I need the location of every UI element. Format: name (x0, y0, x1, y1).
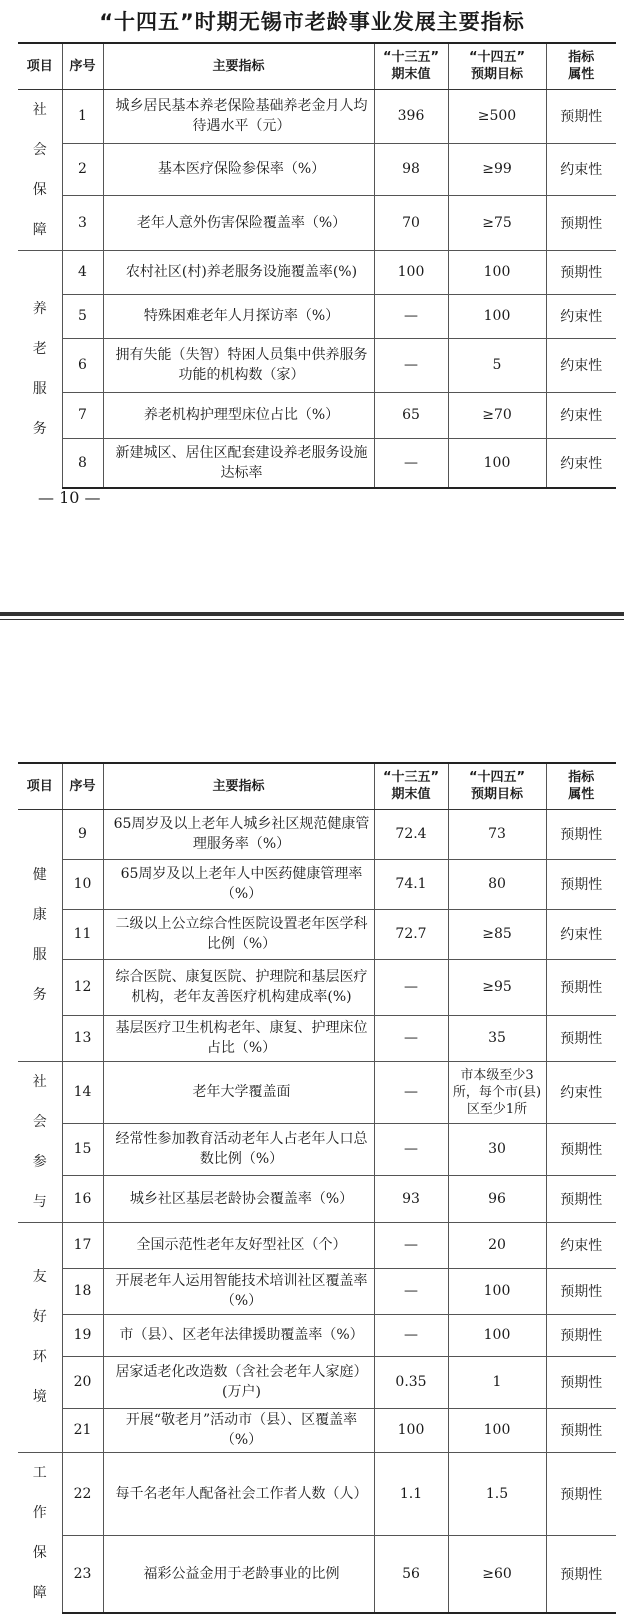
table-row (18, 294, 616, 338)
indicator-attribute: 预期性 (546, 89, 616, 143)
indicator-table-2 (18, 762, 616, 1614)
value-14th: ≥60 (448, 1536, 546, 1613)
value-13th: 93 (374, 1175, 448, 1222)
table-row (18, 909, 616, 959)
table-row (18, 89, 616, 143)
indicator-name: 65周岁及以上老年人城乡社区规范健康管理服务率（%） (103, 809, 374, 859)
value-14th: 1 (448, 1356, 546, 1408)
indicator-attribute: 预期性 (546, 196, 616, 250)
table-row (18, 1452, 616, 1536)
table-header-row (18, 763, 616, 809)
value-13th: 0.35 (374, 1356, 448, 1408)
page-divider-thin (0, 619, 624, 620)
table-row (18, 859, 616, 909)
table-row (18, 1061, 616, 1124)
group-label-cell (18, 1222, 62, 1452)
table-row (18, 438, 616, 488)
indicator-name: 经常性参加教育活动老年人占老年人口总数比例（%） (103, 1124, 374, 1175)
value-14th: 100 (448, 1314, 546, 1356)
value-13th: 72.4 (374, 809, 448, 859)
value-14th: 30 (448, 1124, 546, 1175)
indicator-attribute: 约束性 (546, 438, 616, 488)
row-number: 3 (62, 196, 103, 250)
indicator-name: 综合医院、康复医院、护理院和基层医疗机构，老年友善医疗机构建成率(%) (103, 959, 374, 1015)
table-row (18, 1408, 616, 1452)
indicator-name: 开展老年人运用智能技术培训社区覆盖率（%） (103, 1268, 374, 1314)
indicator-name: 基层医疗卫生机构老年、康复、护理床位占比（%） (103, 1015, 374, 1061)
value-13th: — (374, 1061, 448, 1124)
header-name: 主要指标 (103, 43, 374, 89)
header-num: 序号 (62, 763, 103, 809)
indicator-name: 老年人意外伤害保险覆盖率（%） (103, 196, 374, 250)
value-13th: 1.1 (374, 1452, 448, 1536)
indicator-name: 开展“敬老月”活动市（县）、区覆盖率（%） (103, 1408, 374, 1452)
value-13th: — (374, 1268, 448, 1314)
value-14th: 1.5 (448, 1452, 546, 1536)
value-14th: 35 (448, 1015, 546, 1061)
header-v13: “十三五” 期末值 (374, 763, 448, 809)
value-13th: — (374, 1124, 448, 1175)
group-label: 养老服务 (32, 301, 47, 438)
header-attr: 指标 属性 (546, 43, 616, 89)
value-14th: 96 (448, 1175, 546, 1222)
row-number: 20 (62, 1356, 103, 1408)
indicator-attribute: 预期性 (546, 1314, 616, 1356)
indicator-name: 每千名老年人配备社会工作者人数（人） (103, 1452, 374, 1536)
indicator-attribute: 预期性 (546, 1175, 616, 1222)
indicator-table-1 (18, 42, 616, 489)
value-14th: 100 (448, 1268, 546, 1314)
indicator-name: 城乡居民基本养老保险基础养老金月人均待遇水平（元） (103, 89, 374, 143)
header-attr: 指标 属性 (546, 763, 616, 809)
header-group: 项目 (18, 763, 62, 809)
table-row (18, 809, 616, 859)
row-number: 22 (62, 1452, 103, 1536)
value-13th: — (374, 438, 448, 488)
table-row (18, 1124, 616, 1175)
group-label-cell (18, 809, 62, 1061)
row-number: 11 (62, 909, 103, 959)
table-row (18, 1222, 616, 1268)
table-row (18, 1015, 616, 1061)
table-header-row (18, 43, 616, 89)
indicator-attribute: 预期性 (546, 1452, 616, 1536)
table-row (18, 1175, 616, 1222)
value-13th: 100 (374, 250, 448, 294)
group-label: 社会参与 (32, 1073, 47, 1210)
row-number: 6 (62, 338, 103, 392)
row-number: 16 (62, 1175, 103, 1222)
value-14th: ≥99 (448, 143, 546, 195)
table-row (18, 1314, 616, 1356)
page-title: “十四五”时期无锡市老龄事业发展主要指标 (99, 10, 525, 34)
value-13th: 56 (374, 1536, 448, 1613)
indicator-attribute: 约束性 (546, 294, 616, 338)
row-number: 7 (62, 392, 103, 438)
value-13th: 98 (374, 143, 448, 195)
page-number: — 10 — (38, 488, 101, 507)
row-number: 14 (62, 1061, 103, 1124)
indicator-name: 老年大学覆盖面 (103, 1061, 374, 1124)
indicator-attribute: 预期性 (546, 1015, 616, 1061)
row-number: 10 (62, 859, 103, 909)
group-label: 工作保障 (32, 1464, 47, 1601)
indicator-name: 农村社区(村)养老服务设施覆盖率(%) (103, 250, 374, 294)
indicator-name: 居家适老化改造数（含社会老年人家庭）(万户) (103, 1356, 374, 1408)
indicator-name: 市（县）、区老年法律援助覆盖率（%） (103, 1314, 374, 1356)
indicator-name: 全国示范性老年友好型社区（个） (103, 1222, 374, 1268)
value-13th: 396 (374, 89, 448, 143)
indicator-attribute: 预期性 (546, 1356, 616, 1408)
group-label: 健康服务 (32, 867, 47, 1003)
table-row (18, 1356, 616, 1408)
indicator-name: 基本医疗保险参保率（%） (103, 143, 374, 195)
indicator-name: 新建城区、居住区配套建设养老服务设施达标率 (103, 438, 374, 488)
value-13th: — (374, 959, 448, 1015)
indicator-attribute: 预期性 (546, 250, 616, 294)
indicator-name: 福彩公益金用于老龄事业的比例 (103, 1536, 374, 1613)
indicator-attribute: 预期性 (546, 1268, 616, 1314)
group-label-cell (18, 1061, 62, 1222)
indicator-attribute: 约束性 (546, 909, 616, 959)
table-row (18, 1268, 616, 1314)
row-number: 12 (62, 959, 103, 1015)
indicator-attribute: 约束性 (546, 143, 616, 195)
value-13th: — (374, 1222, 448, 1268)
row-number: 5 (62, 294, 103, 338)
row-number: 15 (62, 1124, 103, 1175)
value-14th: 市本级至少3所，每个市(县)区至少1所 (448, 1061, 546, 1124)
value-14th: ≥500 (448, 89, 546, 143)
indicator-attribute: 预期性 (546, 1536, 616, 1613)
header-num: 序号 (62, 43, 103, 89)
indicator-attribute: 约束性 (546, 1222, 616, 1268)
group-label-cell (18, 89, 62, 250)
group-label: 友好环境 (32, 1269, 47, 1405)
value-14th: ≥70 (448, 392, 546, 438)
group-label-cell (18, 250, 62, 488)
indicator-attribute: 预期性 (546, 859, 616, 909)
value-14th: ≥75 (448, 196, 546, 250)
value-14th: 100 (448, 250, 546, 294)
indicator-name: 二级以上公立综合性医院设置老年医学科比例（%） (103, 909, 374, 959)
row-number: 17 (62, 1222, 103, 1268)
indicator-attribute: 预期性 (546, 1408, 616, 1452)
page-divider (0, 612, 624, 616)
table-row (18, 338, 616, 392)
value-14th: 100 (448, 294, 546, 338)
value-14th: 73 (448, 809, 546, 859)
group-label: 社会保障 (32, 101, 47, 238)
row-number: 18 (62, 1268, 103, 1314)
indicator-attribute: 预期性 (546, 809, 616, 859)
value-13th: 100 (374, 1408, 448, 1452)
value-14th: 5 (448, 338, 546, 392)
value-14th: 20 (448, 1222, 546, 1268)
row-number: 2 (62, 143, 103, 195)
indicator-name: 65周岁及以上老年人中医药健康管理率（%） (103, 859, 374, 909)
row-number: 23 (62, 1536, 103, 1613)
row-number: 8 (62, 438, 103, 488)
header-group: 项目 (18, 43, 62, 89)
indicator-attribute: 预期性 (546, 959, 616, 1015)
row-number: 21 (62, 1408, 103, 1452)
indicator-name: 养老机构护理型床位占比（%） (103, 392, 374, 438)
table-row (18, 250, 616, 294)
row-number: 4 (62, 250, 103, 294)
value-13th: — (374, 338, 448, 392)
value-13th: — (374, 1015, 448, 1061)
header-name: 主要指标 (103, 763, 374, 809)
value-14th: 100 (448, 1408, 546, 1452)
table-row (18, 959, 616, 1015)
value-13th: 72.7 (374, 909, 448, 959)
row-number: 1 (62, 89, 103, 143)
table-row (18, 392, 616, 438)
indicator-name: 城乡社区基层老龄协会覆盖率（%） (103, 1175, 374, 1222)
header-v14: “十四五” 预期目标 (448, 43, 546, 89)
value-13th: 74.1 (374, 859, 448, 909)
value-14th: ≥95 (448, 959, 546, 1015)
indicator-name: 拥有失能（失智）特困人员集中供养服务功能的机构数（家） (103, 338, 374, 392)
value-14th: 80 (448, 859, 546, 909)
value-13th: 70 (374, 196, 448, 250)
table-row (18, 1536, 616, 1613)
indicator-attribute: 预期性 (546, 1124, 616, 1175)
indicator-attribute: 约束性 (546, 1061, 616, 1124)
table-row (18, 196, 616, 250)
value-14th: ≥85 (448, 909, 546, 959)
indicator-attribute: 约束性 (546, 338, 616, 392)
indicator-attribute: 约束性 (546, 392, 616, 438)
row-number: 19 (62, 1314, 103, 1356)
indicator-name: 特殊困难老年人月探访率（%） (103, 294, 374, 338)
value-13th: — (374, 294, 448, 338)
row-number: 9 (62, 809, 103, 859)
table-row (18, 143, 616, 195)
header-v13: “十三五” 期末值 (374, 43, 448, 89)
value-13th: — (374, 1314, 448, 1356)
value-13th: 65 (374, 392, 448, 438)
value-14th: 100 (448, 438, 546, 488)
group-label-cell (18, 1452, 62, 1613)
header-v14: “十四五” 预期目标 (448, 763, 546, 809)
row-number: 13 (62, 1015, 103, 1061)
